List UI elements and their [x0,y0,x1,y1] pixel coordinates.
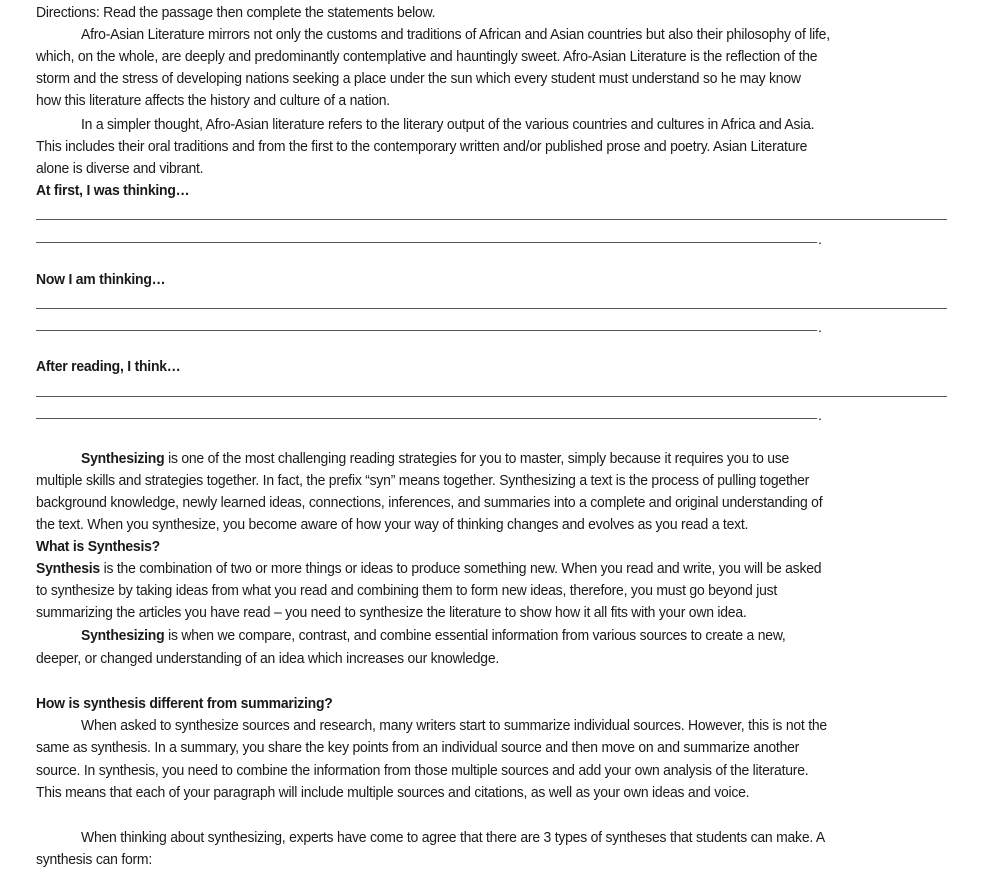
heading-how-different: How is synthesis different from summarizing? [36,695,333,712]
passage-p1-line1: Afro-Asian Literature mirrors not only the customs and traditions of African and Asian countries but also their philosophy of life, [81,26,830,43]
synth-p1-line4: the text. When you synthesize, you become aware of how your way of thinking changes and evolves as you read a text. [36,516,749,533]
synth-p4-line3: source. In synthesis, you need to combine the information from those multiple sources and add your own analysis of the literature. [36,762,809,779]
passage-p2-line2: This includes their oral traditions and from the first to the contemporary written and/or published prose and poetry. Asian Literature [36,138,808,155]
answer-line-after-1[interactable] [36,396,947,397]
answer-period: . [818,319,822,335]
synth-p2-line1: Synthesis is the combination of two or more things or ideas to produce something new. When you read and write, you will be asked [36,560,822,577]
heading-what-is-synthesis: What is Synthesis? [36,538,160,555]
term-synthesis: Synthesis [36,560,100,577]
prompt-after: After reading, I think… [36,358,181,375]
synth-p4-line4: This means that each of your paragraph will include multiple sources and citations, as well as your own ideas and voice. [36,784,750,801]
synth-p3-line1: Synthesizing is when we compare, contrast, and combine essential information from various sources to create a new, [81,627,786,644]
answer-line-at-first-1[interactable] [36,219,947,220]
synth-p1-line1: Synthesizing is one of the most challenging reading strategies for you to master, simply because it requires you to use [81,450,790,467]
answer-line-now-2[interactable] [36,330,817,331]
synth-p4-line1: When asked to synthesize sources and research, many writers start to summarize individual sources. However, this is not the [81,717,827,734]
passage-p2-line1: In a simpler thought, Afro-Asian literature refers to the literary output of the various countries and cultures in Africa and Asia. [81,116,815,133]
answer-line-at-first-2[interactable] [36,242,817,243]
synth-p3-line2: deeper, or changed understanding of an idea which increases our knowledge. [36,650,500,667]
passage-p1-line3: storm and the stress of developing nations seeking a place under the sun which every student must understand so he may know [36,70,801,87]
synth-p1-line2: multiple skills and strategies together. In fact, the prefix “syn” means together. Synthesizing a text is the process of pulling together [36,472,810,489]
synth-p2-line3: summarizing the articles you have read – you need to synthesize the literature to show how it all fits with your own idea. [36,604,747,621]
synth-p4-line2: same as synthesis. In a summary, you share the key points from an individual source and then move on and summarize another [36,739,800,756]
synth-p2-line2: to synthesize by taking ideas from what you read and combining them to form new ideas, therefore, you must go beyond just [36,582,778,599]
synth-p1-line3: background knowledge, newly learned ideas, connections, inferences, and summaries into a complete and original understanding of [36,494,823,511]
directions-text: Directions: Read the passage then complete the statements below. [36,4,436,21]
answer-period: . [818,231,822,247]
term-synthesizing: Synthesizing [81,627,165,644]
synth-p5-line1: When thinking about synthesizing, experts have come to agree that there are 3 types of syntheses that students can make. A [81,829,825,846]
term-synthesizing: Synthesizing [81,450,165,467]
passage-p1-line2: which, on the whole, are deeply and predominantly contemplative and hauntingly sweet. Afro-Asian Literature is the reflection of the [36,48,818,65]
passage-p1-line4: how this literature affects the history and culture of a nation. [36,92,390,109]
synth-p5-line2: synthesis can form: [36,851,153,868]
answer-line-after-2[interactable] [36,418,817,419]
answer-period: . [818,407,822,423]
passage-p2-line3: alone is diverse and vibrant. [36,160,204,177]
prompt-now: Now I am thinking… [36,271,166,288]
answer-line-now-1[interactable] [36,308,947,309]
prompt-at-first: At first, I was thinking… [36,182,190,199]
